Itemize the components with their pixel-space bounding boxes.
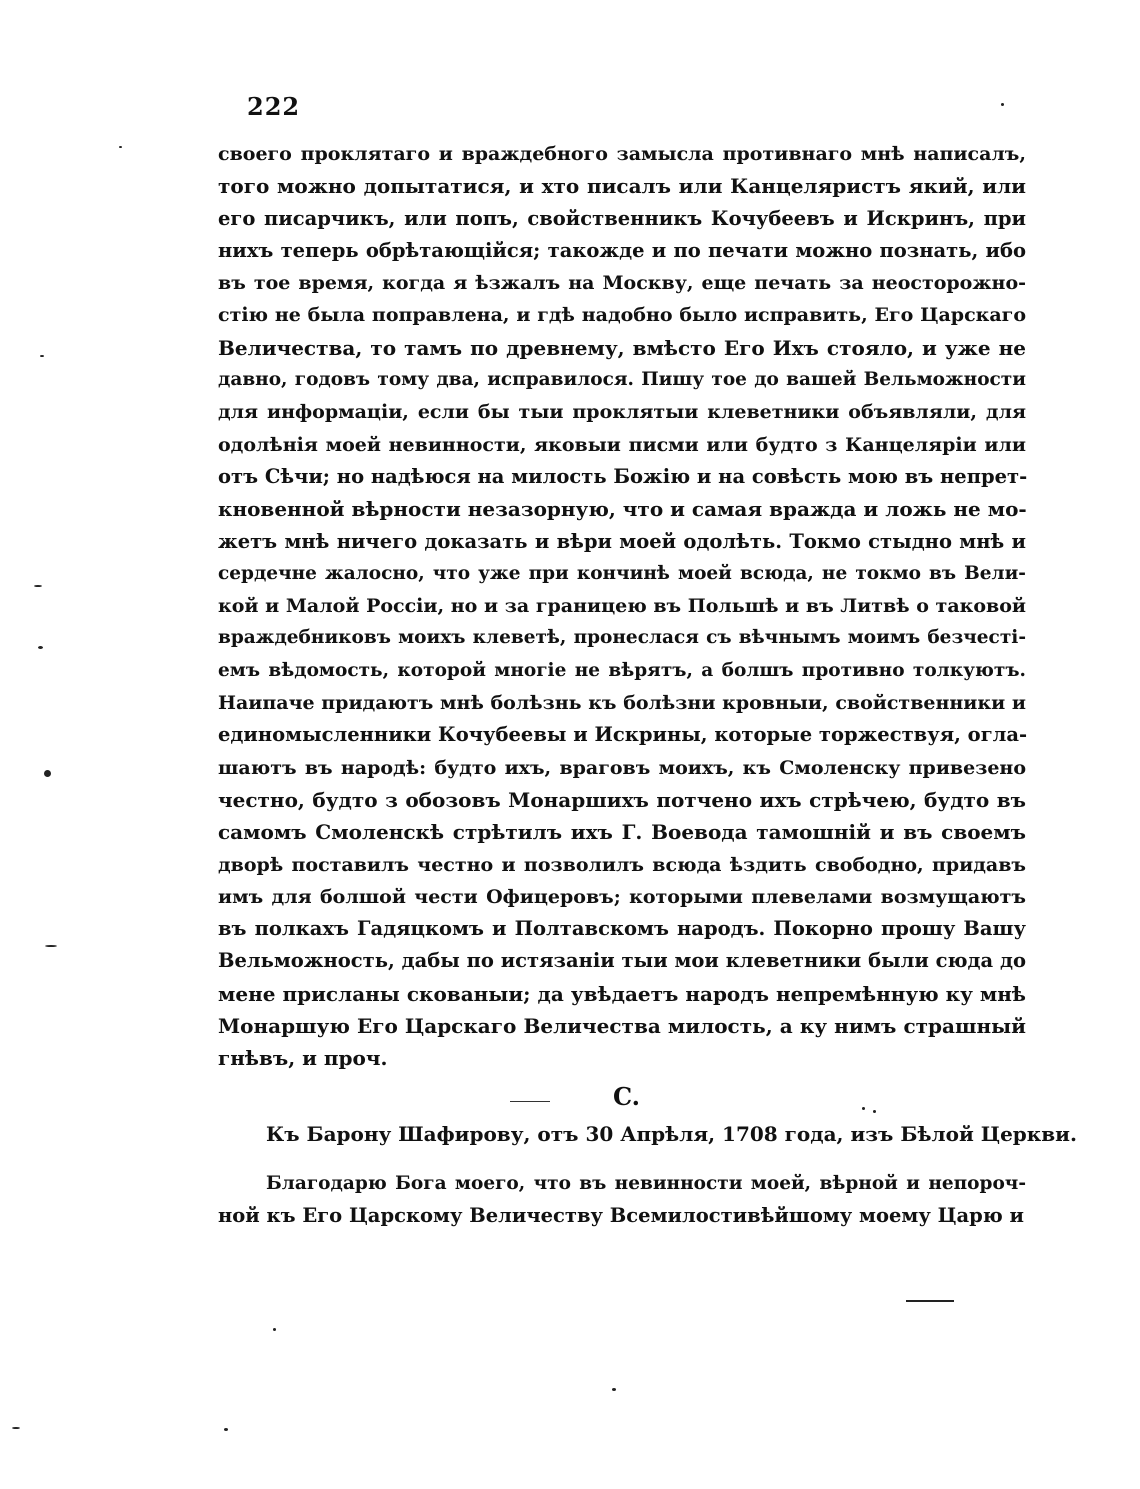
text-line: нихъ теперь обрѣтающійся; такожде и по печати можно познать, ибо <box>218 238 1026 262</box>
text-line: въ полкахъ Гадяцкомъ и Полтавскомъ народъ. Покорно прошу Вашу <box>218 917 1026 941</box>
text-line: Величества, то тамъ по древнему, вмѣсто Его Ихъ стояло, и уже не <box>218 335 1026 360</box>
text-line: Вельможность, дабы по истязаніи тыи мои клеветники были сюда до <box>218 949 1026 973</box>
scan-speck <box>1001 103 1004 106</box>
scan-speck <box>119 146 122 148</box>
text-line: честно, будто з обозовъ Монаршихъ потчено ихъ стрѣчею, будто въ <box>218 787 1026 812</box>
text-line: своего проклятаго и враждебного замысла противнаго мнѣ написалъ, <box>218 143 1026 165</box>
scan-speck <box>38 646 43 649</box>
text-line: мене присланы скованыи; да увѣдаетъ народъ непремѣнную ку мнѣ <box>218 981 1026 1006</box>
text-line: гнѣвъ, и проч. <box>218 1046 388 1071</box>
scan-speck <box>612 1388 616 1391</box>
text-line: того можно допытатися, и хто писалъ или Канцеляристъ який, или <box>218 174 1026 199</box>
text-line: Наипаче придаютъ мнѣ болѣзнь къ болѣзни кровныи, свойственники и <box>218 692 1026 715</box>
page-number: 222 <box>247 92 301 121</box>
text-line: емъ вѣдомость, которой многіе не вѣрятъ, а болшъ противно толкуютъ. <box>218 659 1026 681</box>
text-line: враждебниковъ моихъ клеветѣ, пронеслася съ вѣчнымъ моимъ безчесті- <box>218 627 1026 649</box>
scan-speck <box>44 770 51 777</box>
text-line: давно, годовъ тому два, исправилося. Пишу тое до вашей Вельможности <box>218 369 1026 391</box>
letter-line: Благодарю Бога моего, что въ невинности моей, вѣрной и непороч- <box>266 1173 1026 1194</box>
text-line: для информаціи, если бы тыи проклятыи клеветники объявляли, для <box>218 401 1026 424</box>
text-line: одолѣнія моей невинности, яковыи писми или будто з Канцеляріи или <box>218 433 1026 456</box>
text-line: Монаршую Его Царскаго Величества милость, а ку нимъ страшный <box>218 1014 1026 1039</box>
text-line: стію не была поправлена, и гдѣ надобно было исправить, Его Царскаго <box>218 304 1026 327</box>
text-line: кновенной вѣрности незазорную, что и самая вражда и ложь не мо- <box>218 497 1027 522</box>
text-line: имъ для болшой чести Офицеровъ; которыми плевелами возмущаютъ <box>218 885 1026 908</box>
section-divider <box>0 1082 1140 1114</box>
scan-speck <box>45 945 57 947</box>
scan-speck <box>873 1110 876 1113</box>
text-line: самомъ Смоленскѣ стрѣтилъ ихъ Г. Воевода тамошній и въ своемъ <box>218 820 1026 845</box>
text-line: дворѣ поставилъ честно и позволилъ всюда ѣздить свободно, придавъ <box>218 853 1026 876</box>
text-line: въ тое время, когда я ѣзжалъ на Москву, еще печать за неосторожно- <box>218 272 1026 295</box>
section-letter: C. <box>613 1082 641 1111</box>
scan-speck <box>862 1107 865 1110</box>
scan-speck <box>906 1300 954 1302</box>
scan-speck <box>273 1328 276 1331</box>
scan-speck <box>40 355 44 357</box>
letter-line: ной къ Его Царскому Величеству Всемилостивѣйшому моему Царю и <box>218 1204 1024 1228</box>
letter-text-block <box>218 1168 1026 1233</box>
text-line: шаютъ въ народѣ: будто ихъ, враговъ моихъ, къ Смоленску привезено <box>218 756 1026 779</box>
letter-heading: Къ Барону Шафирову, отъ 30 Апрѣля, 1708 года, изъ Бѣлой Церкви. <box>266 1122 1077 1146</box>
text-line: единомысленники Кочубеевы и Искрины, которые торжествуя, огла- <box>218 723 1028 747</box>
text-line: отъ Сѣчи; но надѣюся на милость Божію и на совѣсть мою въ непрет- <box>218 464 1028 488</box>
text-line: кой и Малой Россіи, но и за границею въ Польшѣ и въ Литвѣ о таковой <box>218 595 1026 618</box>
scan-speck <box>224 1428 228 1431</box>
scan-speck <box>34 585 42 587</box>
text-line: его писарчикъ, или попъ, свойственникъ Кочубеевъ и Искринъ, при <box>218 206 1026 230</box>
text-line: сердечне жалосно, что уже при кончинѣ моей всюда, не токмо въ Вели- <box>218 562 1026 584</box>
text-line: жетъ мнѣ ничего доказать и вѣри моей одолѣть. Токмо стыдно мнѣ и <box>218 529 1026 553</box>
section-rule <box>510 1101 550 1102</box>
scan-speck <box>12 1427 20 1429</box>
main-text-block <box>218 138 1026 1075</box>
